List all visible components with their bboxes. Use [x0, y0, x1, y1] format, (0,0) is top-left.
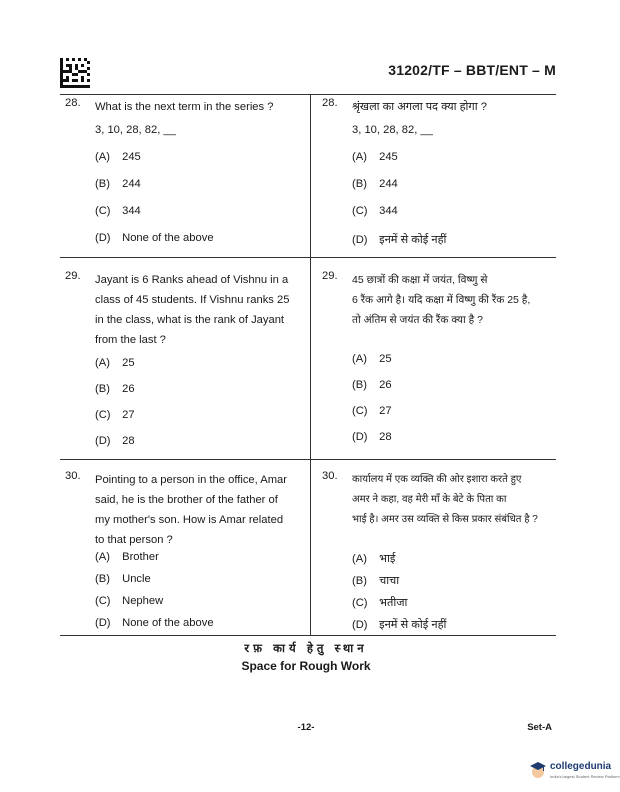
question-30-hi	[322, 470, 557, 630]
option-text: इनमें से कोई नहीं	[379, 234, 447, 246]
option-label: (A)	[352, 553, 367, 565]
question-line: श्रृंखला का अगला पद क्या होगा ?	[352, 101, 487, 113]
option-label: (D)	[95, 435, 111, 447]
option-text: भतीजा	[379, 597, 408, 609]
qr-code	[60, 58, 90, 88]
option-label: (C)	[352, 597, 368, 609]
rough-work-heading: Space for Rough Work	[241, 659, 371, 673]
question-28-en	[65, 97, 300, 247]
question-29-hi	[322, 270, 557, 450]
logo-text: collegedunia	[550, 761, 612, 772]
question-number: 30.	[322, 470, 338, 482]
option-text: चाचा	[379, 575, 400, 587]
question-text	[352, 97, 487, 117]
option-text: None of the above	[122, 232, 214, 244]
question-line: What is the next term in the series ?	[95, 101, 274, 113]
option-text: Uncle	[122, 573, 151, 585]
bottom-rule	[60, 635, 556, 636]
option-label: (D)	[95, 617, 111, 629]
option-d	[352, 232, 446, 247]
option-label: (C)	[95, 595, 111, 607]
separator-29-30-right	[311, 459, 556, 460]
option-text: 244	[122, 178, 141, 190]
option-text: 245	[122, 151, 141, 163]
option-b	[352, 573, 399, 588]
option-label: (D)	[352, 234, 368, 246]
option-label: (B)	[95, 573, 110, 585]
option-text: इनमें से कोई नहीं	[379, 619, 447, 631]
option-label: (B)	[95, 383, 110, 395]
option-label: (D)	[352, 619, 368, 631]
question-number: 30.	[65, 470, 81, 482]
option-text: 244	[379, 178, 398, 190]
option-text: 28	[379, 431, 392, 443]
question-number: 29.	[65, 270, 81, 282]
question-number: 29.	[322, 270, 338, 282]
series: 3, 10, 28, 82, __	[95, 124, 176, 136]
question-text	[95, 97, 273, 117]
question-line: from the last ?	[95, 334, 166, 346]
option-c	[95, 409, 135, 421]
question-line: to that person ?	[95, 534, 173, 546]
question-line: भाई है। अमर उस व्यक्ति से किस प्रकार संबंधित है ?	[352, 514, 538, 525]
option-a	[95, 357, 135, 369]
set-label: Set-A	[527, 722, 552, 733]
question-text	[352, 470, 538, 530]
option-label: (A)	[95, 151, 110, 163]
option-b	[352, 178, 398, 190]
option-label: (B)	[95, 178, 110, 190]
question-number: 28.	[65, 97, 81, 109]
option-d	[352, 431, 392, 443]
option-text: भाई	[379, 553, 396, 565]
option-text: 26	[379, 379, 392, 391]
option-text: 344	[122, 205, 141, 217]
option-a	[95, 551, 159, 563]
option-label: (B)	[352, 379, 367, 391]
option-c	[352, 205, 398, 217]
question-number: 28.	[322, 97, 338, 109]
option-text: 344	[379, 205, 398, 217]
separator-28-29-left	[60, 257, 310, 258]
option-text: 27	[379, 405, 392, 417]
series: 3, 10, 28, 82, __	[352, 124, 433, 136]
question-line: said, he is the brother of the father of	[95, 494, 278, 506]
question-line: my mother's son. How is Amar related	[95, 514, 284, 526]
option-text: 25	[122, 357, 135, 369]
option-text: 26	[122, 383, 135, 395]
option-a	[352, 353, 392, 365]
rough-work-heading-hi: रफ़ कार्य हेतु स्थान	[244, 643, 368, 655]
option-a	[352, 151, 398, 163]
option-text: 27	[122, 409, 135, 421]
option-label: (B)	[352, 575, 367, 587]
option-text: 28	[122, 435, 135, 447]
option-label: (A)	[352, 353, 367, 365]
option-c	[95, 205, 141, 217]
question-30-en	[65, 470, 300, 630]
option-c	[352, 405, 392, 417]
option-c	[95, 595, 163, 607]
option-a	[95, 151, 141, 163]
option-d	[95, 232, 214, 244]
option-label: (B)	[352, 178, 367, 190]
option-b	[95, 573, 151, 585]
collegedunia-logo	[528, 758, 620, 788]
question-line: class of 45 students. If Vishnu ranks 25	[95, 294, 290, 306]
option-b	[95, 178, 141, 190]
option-d	[352, 617, 446, 632]
question-line: तो अंतिम से जयंत की रैंक क्या है ?	[352, 314, 483, 326]
option-b	[352, 379, 392, 391]
option-text: Nephew	[122, 595, 164, 607]
option-label: (A)	[95, 357, 110, 369]
paper-code: 31202/TF – BBT/ENT – M	[388, 62, 556, 78]
option-text: 25	[379, 353, 392, 365]
question-text	[95, 270, 289, 350]
option-text: Brother	[122, 551, 159, 563]
option-label: (C)	[352, 405, 368, 417]
question-line: 45 छात्रों की कक्षा में जयंत, विष्णु से	[352, 274, 488, 286]
option-label: (D)	[95, 232, 111, 244]
option-label: (C)	[352, 205, 368, 217]
page-number: -12-	[297, 722, 315, 733]
option-text: None of the above	[122, 617, 214, 629]
option-c	[352, 595, 407, 610]
question-line: in the class, what is the rank of Jayant	[95, 314, 285, 326]
question-line: Pointing to a person in the office, Amar	[95, 474, 287, 486]
logo-tagline: India's largest Student Review Platform	[550, 774, 620, 779]
separator-29-30-left	[60, 459, 310, 460]
separator-28-29-right	[311, 257, 556, 258]
option-label: (C)	[95, 205, 111, 217]
column-divider	[310, 95, 311, 635]
question-29-en	[65, 270, 300, 450]
question-line: अमर ने कहा, वह मेरी माँ के बेटे के पिता का	[352, 494, 507, 505]
option-d	[95, 617, 214, 629]
option-b	[95, 383, 135, 395]
option-a	[352, 551, 395, 566]
question-line: कार्यालय में एक व्यक्ति की ओर इशारा करते हुए	[352, 474, 522, 485]
option-text: 245	[379, 151, 398, 163]
question-28-hi	[322, 97, 557, 247]
question-text	[95, 470, 287, 550]
option-label: (A)	[352, 151, 367, 163]
option-label: (C)	[95, 409, 111, 421]
top-rule	[60, 94, 556, 95]
option-label: (A)	[95, 551, 110, 563]
option-d	[95, 435, 135, 447]
question-line: 6 रैंक आगे है। यदि कक्षा में विष्णु की रैंक 25 है,	[352, 294, 531, 306]
graduate-icon	[528, 760, 548, 780]
option-label: (D)	[352, 431, 368, 443]
question-text	[352, 270, 530, 330]
question-line: Jayant is 6 Ranks ahead of Vishnu in a	[95, 274, 289, 286]
